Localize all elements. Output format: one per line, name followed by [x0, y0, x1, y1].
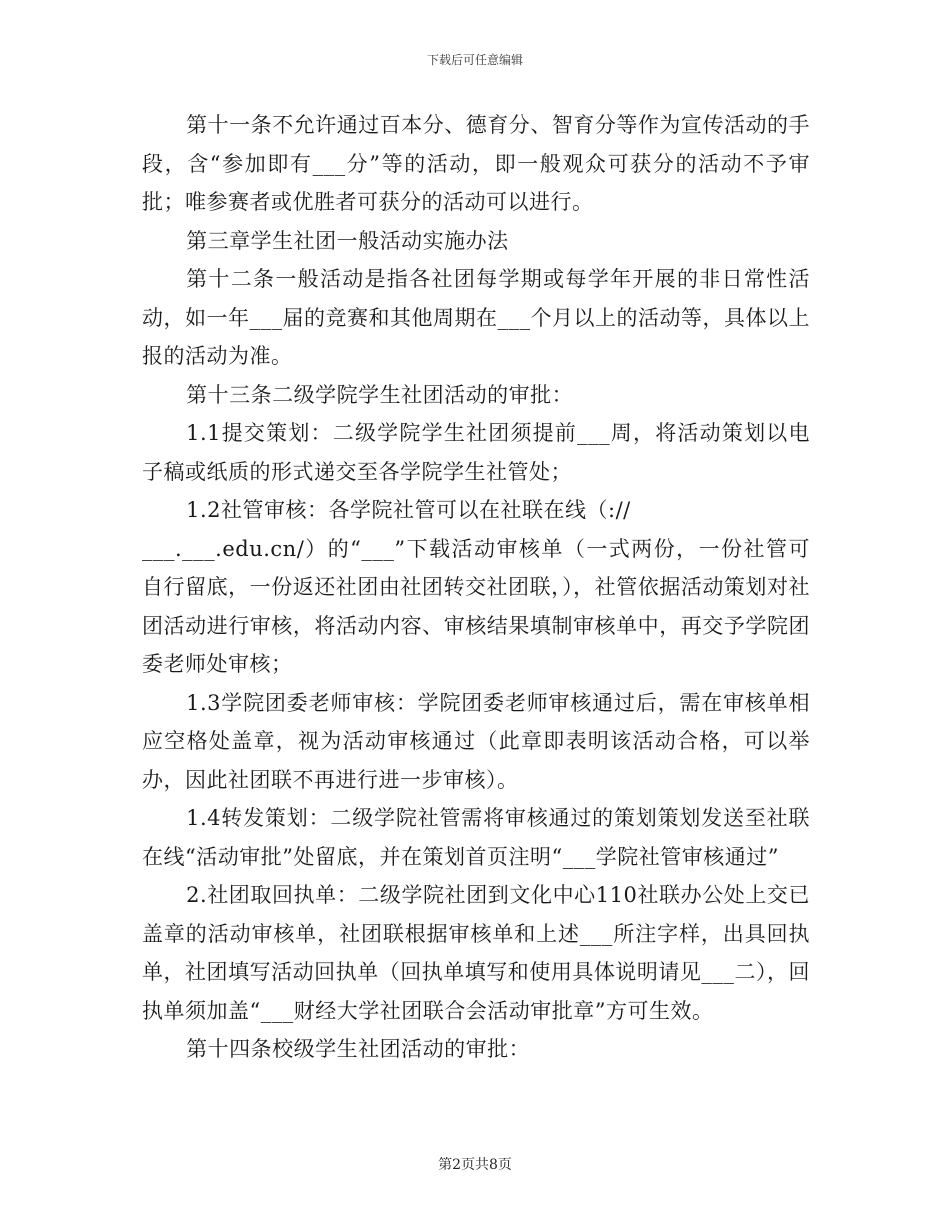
article-12-paragraph: 第十二条一般活动是指各社团每学期或每学年开展的非日常性活动，如一年___届的竞赛和其他周期在___个月以上的活动等，具体以上报的活动为准。 — [142, 267, 810, 368]
step-1-4-paragraph: 1.4转发策划：二级学院社管需将审核通过的策划策划发送至社联在线“活动审批”处留底，并在策划首页注明“___学院社管审核通过” — [142, 806, 810, 869]
chapter-3-heading: 第三章学生社团一般活动实施办法 — [186, 228, 509, 253]
step-1-3-paragraph: 1.3学院团委老师审核：学院团委老师审核通过后，需在审核单相应空格处盖章，视为活动审核通过（此章即表明该活动合格，可以举办，因此社团联不再进行进一步审核）。 — [142, 690, 810, 792]
article-13-heading: 第十三条二级学院学生社团活动的审批： — [186, 382, 574, 407]
article-14-heading: 第十四条校级学生社团活动的审批： — [186, 1037, 531, 1061]
page-header: 下载后可任意编辑 — [426, 53, 523, 67]
article-11-paragraph: 第十一条不允许通过百本分、德育分、智育分等作为宣传活动的手段，含“参加即有___分”等的活动，即一般观众可获分的活动不予审批；唯参赛者或优胜者可获分的活动可以进行。 — [142, 113, 810, 214]
document-body — [142, 106, 810, 1069]
step-2-paragraph: 2.社团取回执单：二级学院社团到文化中心110社联办公处上交已盖章的活动审核单，社团联根据审核单和上述___所注字样，出具回执单，社团填写活动回执单（回执单填写和使用具体说明请见___二），回执单须加盖“___财经大学社团联合会活动审批章”方可生效。 — [142, 883, 810, 1023]
page-footer: 第2页共8页 — [438, 1157, 512, 1173]
step-1-2-paragraph: 1.2社管审核：各学院社管可以在社联在线（:// ___.___.edu.cn/）的“___”下载活动审核单（一式两份，一份社管可自行留底，一份返还社团由社团转交社团联，），社管依据活动策划对社团活动进行审核，将活动内容、审核结果填制审核单中，再交予学院团委老师处审核； — [142, 498, 810, 676]
step-1-1-paragraph: 1.1提交策划：二级学院学生社团须提前___周，将活动策划以电子稿或纸质的形式递交至各学院学生社管处； — [142, 421, 810, 484]
